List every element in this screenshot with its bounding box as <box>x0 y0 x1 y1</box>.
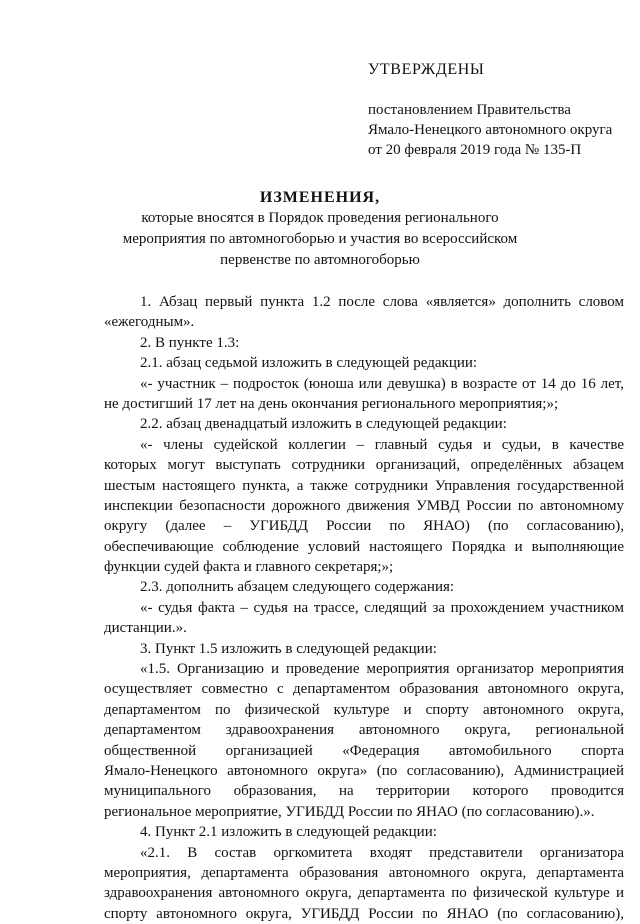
approval-title: УТВЕРЖДЕНЫ <box>368 61 485 78</box>
document-body <box>104 292 624 924</box>
body-line: дистанции.». <box>104 620 187 637</box>
body-line: шестым настоящего пункта, а также сотрудники Управления государственной <box>104 477 624 494</box>
body-line: функции судей факта и главного секретаря;»; <box>104 559 394 576</box>
subtitle-line: мероприятия по автомногоборью и участия во всероссийском <box>122 231 518 247</box>
body-line: 3. Пункт 1.5 изложить в следующей редакции: <box>140 640 437 657</box>
body-line: инспекции безопасности дорожного движения УМВД России по автономному <box>104 497 624 514</box>
body-line: «- члены судейской коллегии – главный судья и судьи, в качестве <box>140 436 624 453</box>
body-line: мероприятия, департамента образования автономного округа, департамента <box>104 864 624 881</box>
body-line: общественной организацией «Федерация автомобильного спорта <box>104 742 624 759</box>
body-line: здравоохранения автономного округа, департамента по физической культуре и <box>104 885 624 902</box>
subtitle-line: которые вносятся в Порядок проведения регионального <box>141 210 499 226</box>
document-subtitle <box>0 208 640 271</box>
body-line: 1. Абзац первый пункта 1.2 после слова «является» дополнить словом <box>140 294 624 310</box>
body-line: осуществляет совместно с департаментом образования автономного округа, <box>104 681 624 698</box>
body-line: которых могут выступать сотрудники организаций, определённых абзацем <box>104 457 624 474</box>
body-line: «2.1. В состав оргкомитета входят представители организатора <box>140 844 624 861</box>
body-line: муниципального образования, на территории которого проводится <box>104 783 624 800</box>
approval-line: от 20 февраля 2019 года № 135-П <box>368 142 582 158</box>
body-line: 2.2. абзац двенадцатый изложить в следующей редакции: <box>140 416 507 433</box>
body-line: департаментом здравоохранения автономного округа, региональной <box>104 722 624 739</box>
body-line: «- участник – подросток (юноша или девушка) в возрасте от 14 до 16 лет, <box>140 375 624 392</box>
body-line: региональное мероприятие, УГИБДД России по ЯНАО (по согласованию).». <box>104 803 595 820</box>
body-line: 2.1. абзац седьмой изложить в следующей редакции: <box>140 355 478 372</box>
body-line: округу (далее – УГИБДД России по ЯНАО) (по согласованию), <box>104 518 624 535</box>
body-line: «- судья факта – судья на трассе, следящий за прохождением участником <box>140 599 624 616</box>
body-line: спорту автономного округа, УГИБДД России по ЯНАО (по согласованию), <box>104 905 624 922</box>
approval-line: Ямало-Ненецкого автономного округа <box>368 122 613 138</box>
body-line: 2. В пункте 1.3: <box>140 334 240 351</box>
body-line: не достигший 17 лет на день окончания регионального мероприятия;»; <box>104 395 559 412</box>
body-line: департаментом по физической культуре и спорту автономного округа, <box>104 701 624 718</box>
approval-block <box>368 60 630 160</box>
body-line: 4. Пункт 2.1 изложить в следующей редакции: <box>140 824 437 841</box>
document-title: ИЗМЕНЕНИЯ, <box>259 189 381 206</box>
body-line: «ежегодным». <box>104 314 195 331</box>
body-line: 2.3. дополнить абзацем следующего содержания: <box>140 579 455 596</box>
body-line: обеспечивающие соблюдение условий настоящего Порядка и выполняющие <box>104 538 624 555</box>
approval-line: постановлением Правительства <box>368 102 571 118</box>
subtitle-line: первенстве по автомногоборью <box>220 252 420 268</box>
body-line: Ямало-Ненецкого автономного округа» (по согласованию), Администрацией <box>104 762 624 779</box>
body-line: «1.5. Организацию и проведение мероприятия организатор мероприятия <box>140 661 624 678</box>
